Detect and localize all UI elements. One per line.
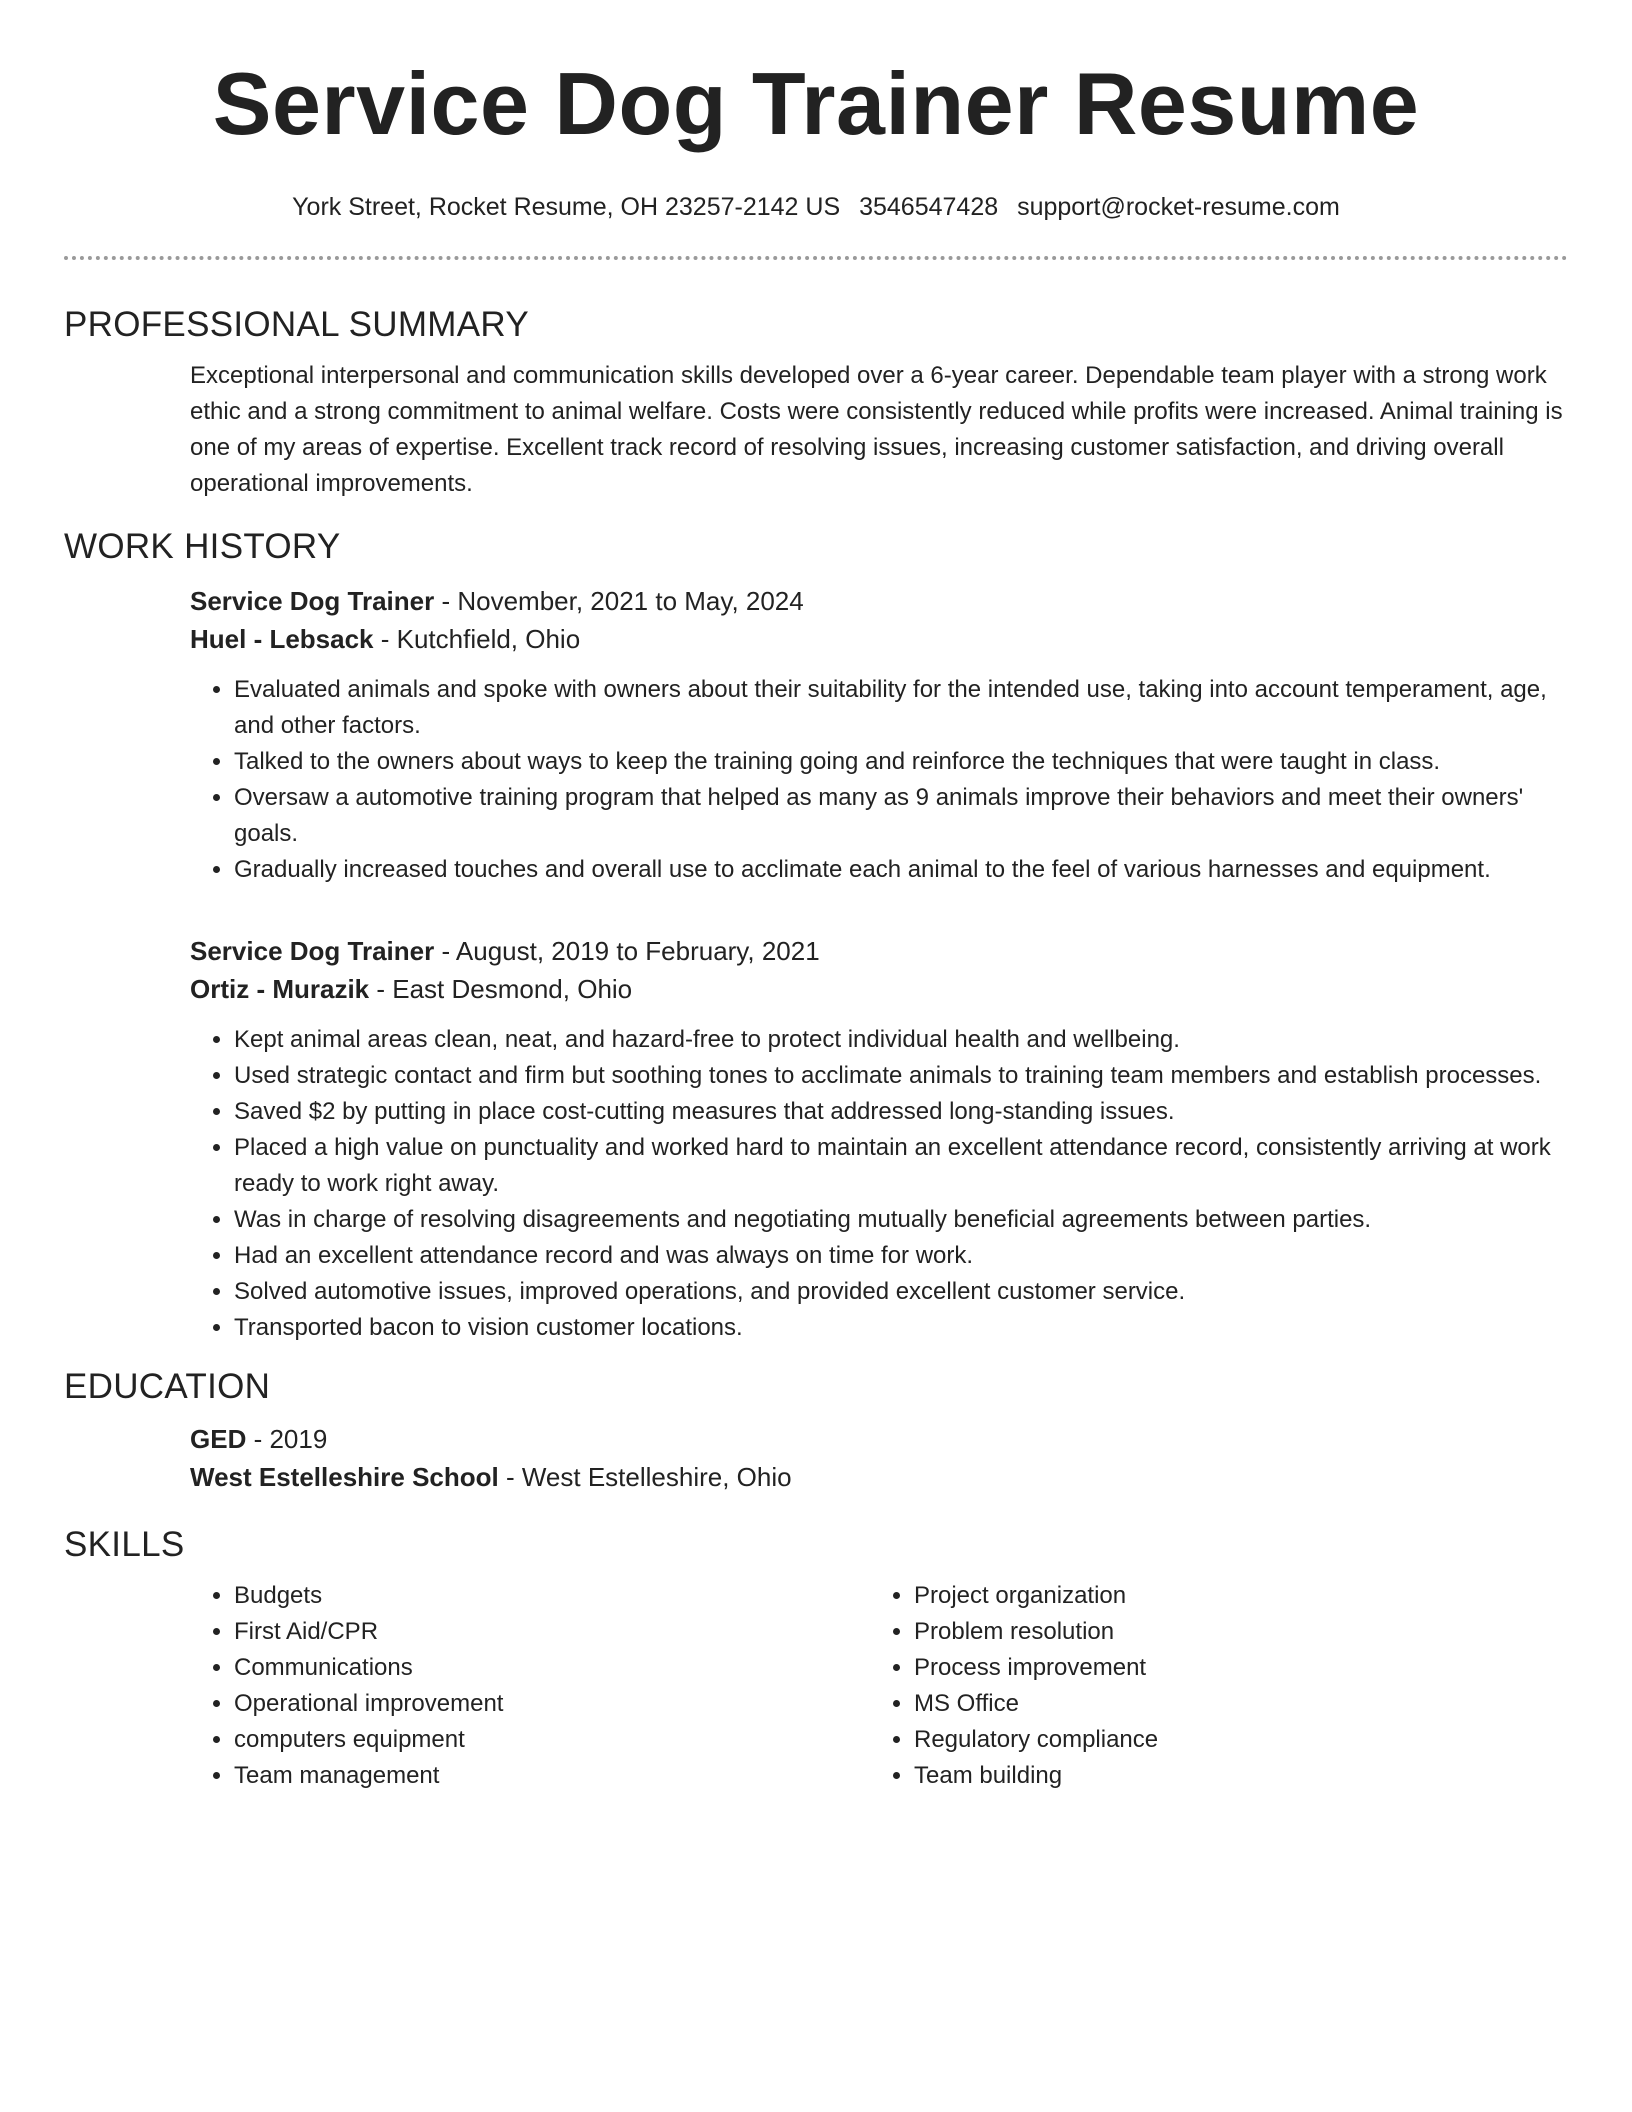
list-item: • Evaluated animals and spoke with owners about their suitability for the intended use, taking into account temperament, age, and other factors. <box>234 672 1568 744</box>
section-title-skills: SKILLS <box>64 1525 185 1564</box>
summary-text: Exceptional interpersonal and communication skills developed over a 6-year career. Dependable team player with a strong work ethic and a strong commitment to animal welfare. Costs were consistently reduced while profits were increased. Animal training is one of my areas of expertise. Excellent track record of resolving issues, increasing customer satisfaction, and driving overall operational improvements. <box>190 362 1563 497</box>
job-bullets <box>190 1022 1568 1346</box>
contact-phone: 3546547428 <box>859 193 999 221</box>
job-entry <box>190 582 1568 888</box>
job-company: Huel - Lebsack <box>190 624 374 654</box>
job-location: - East Desmond, Ohio <box>369 974 633 1004</box>
skill-item: • Regulatory compliance <box>914 1722 1550 1758</box>
education-school: West Estelleshire School <box>190 1462 499 1492</box>
list-item: • Gradually increased touches and overall use to acclimate each animal to the feel of various harnesses and equipment. <box>234 852 1568 888</box>
skills-column-right <box>870 1578 1550 1794</box>
resume-header <box>64 0 1568 260</box>
contact-address: York Street, Rocket Resume, OH 23257-2142 US <box>292 193 841 221</box>
skills-list-left <box>190 1578 870 1794</box>
job-role-line <box>190 582 1568 620</box>
skills-list-right <box>870 1578 1550 1794</box>
list-item: • Kept animal areas clean, neat, and hazard-free to protect individual health and wellbeing. <box>234 1022 1568 1058</box>
list-item: • Transported bacon to vision customer locations. <box>234 1310 1568 1346</box>
list-item: • Placed a high value on punctuality and worked hard to maintain an excellent attendance record, consistently arriving at work ready to work right away. <box>234 1130 1568 1202</box>
skill-item: • First Aid/CPR <box>234 1614 870 1650</box>
skills-grid <box>190 1578 1568 1794</box>
work-history-section <box>64 526 1568 1346</box>
job-dates: - November, 2021 to May, 2024 <box>434 586 804 616</box>
job-role: Service Dog Trainer <box>190 936 435 966</box>
job-company-line <box>190 970 1568 1008</box>
list-item: • Oversaw a automotive training program that helped as many as 9 animals improve their behaviors and meet their owners' goals. <box>234 780 1568 852</box>
education-degree-line <box>190 1420 1568 1458</box>
job-company-line <box>190 620 1568 658</box>
job-role-line <box>190 932 1568 970</box>
list-item: • Had an excellent attendance record and was always on time for work. <box>234 1238 1568 1274</box>
education-year: - 2019 <box>246 1424 328 1454</box>
job-bullets <box>190 672 1568 888</box>
education-location: - West Estelleshire, Ohio <box>498 1462 792 1492</box>
list-item: • Talked to the owners about ways to keep the training going and reinforce the techniques that were taught in class. <box>234 744 1568 780</box>
professional-summary-section <box>64 304 1568 502</box>
contact-email[interactable]: support@rocket-resume.com <box>1017 193 1340 221</box>
list-item: • Saved $2 by putting in place cost-cutting measures that addressed long-standing issues. <box>234 1094 1568 1130</box>
job-company: Ortiz - Murazik <box>190 974 370 1004</box>
skill-item: • Communications <box>234 1650 870 1686</box>
job-entry <box>190 932 1568 1346</box>
skill-item: • Project organization <box>914 1578 1550 1614</box>
skill-item: • computers equipment <box>234 1722 870 1758</box>
section-title-work: WORK HISTORY <box>64 527 341 566</box>
skill-item: • Team management <box>234 1758 870 1794</box>
skill-item: • Problem resolution <box>914 1614 1550 1650</box>
list-item: • Solved automotive issues, improved operations, and provided excellent customer service. <box>234 1274 1568 1310</box>
header-divider <box>64 256 1568 260</box>
job-role: Service Dog Trainer <box>190 586 435 616</box>
job-location: - Kutchfield, Ohio <box>373 624 581 654</box>
section-title-education: EDUCATION <box>64 1367 271 1406</box>
skills-column-left <box>190 1578 870 1794</box>
skill-item: • Team building <box>914 1758 1550 1794</box>
skill-item: • Process improvement <box>914 1650 1550 1686</box>
section-title-summary: PROFESSIONAL SUMMARY <box>64 305 529 344</box>
skill-item: • MS Office <box>914 1686 1550 1722</box>
education-school-line <box>190 1458 1568 1496</box>
contact-line <box>64 192 1568 222</box>
skills-section <box>64 1524 1568 1794</box>
skill-item: • Budgets <box>234 1578 870 1614</box>
education-degree: GED <box>190 1424 247 1454</box>
list-item: • Used strategic contact and firm but soothing tones to acclimate animals to training team members and establish processes. <box>234 1058 1568 1094</box>
job-dates: - August, 2019 to February, 2021 <box>434 936 820 966</box>
resume-title: Service Dog Trainer Resume <box>212 54 1420 153</box>
skill-item: • Operational improvement <box>234 1686 870 1722</box>
list-item: • Was in charge of resolving disagreements and negotiating mutually beneficial agreements between parties. <box>234 1202 1568 1238</box>
education-section <box>64 1366 1568 1496</box>
